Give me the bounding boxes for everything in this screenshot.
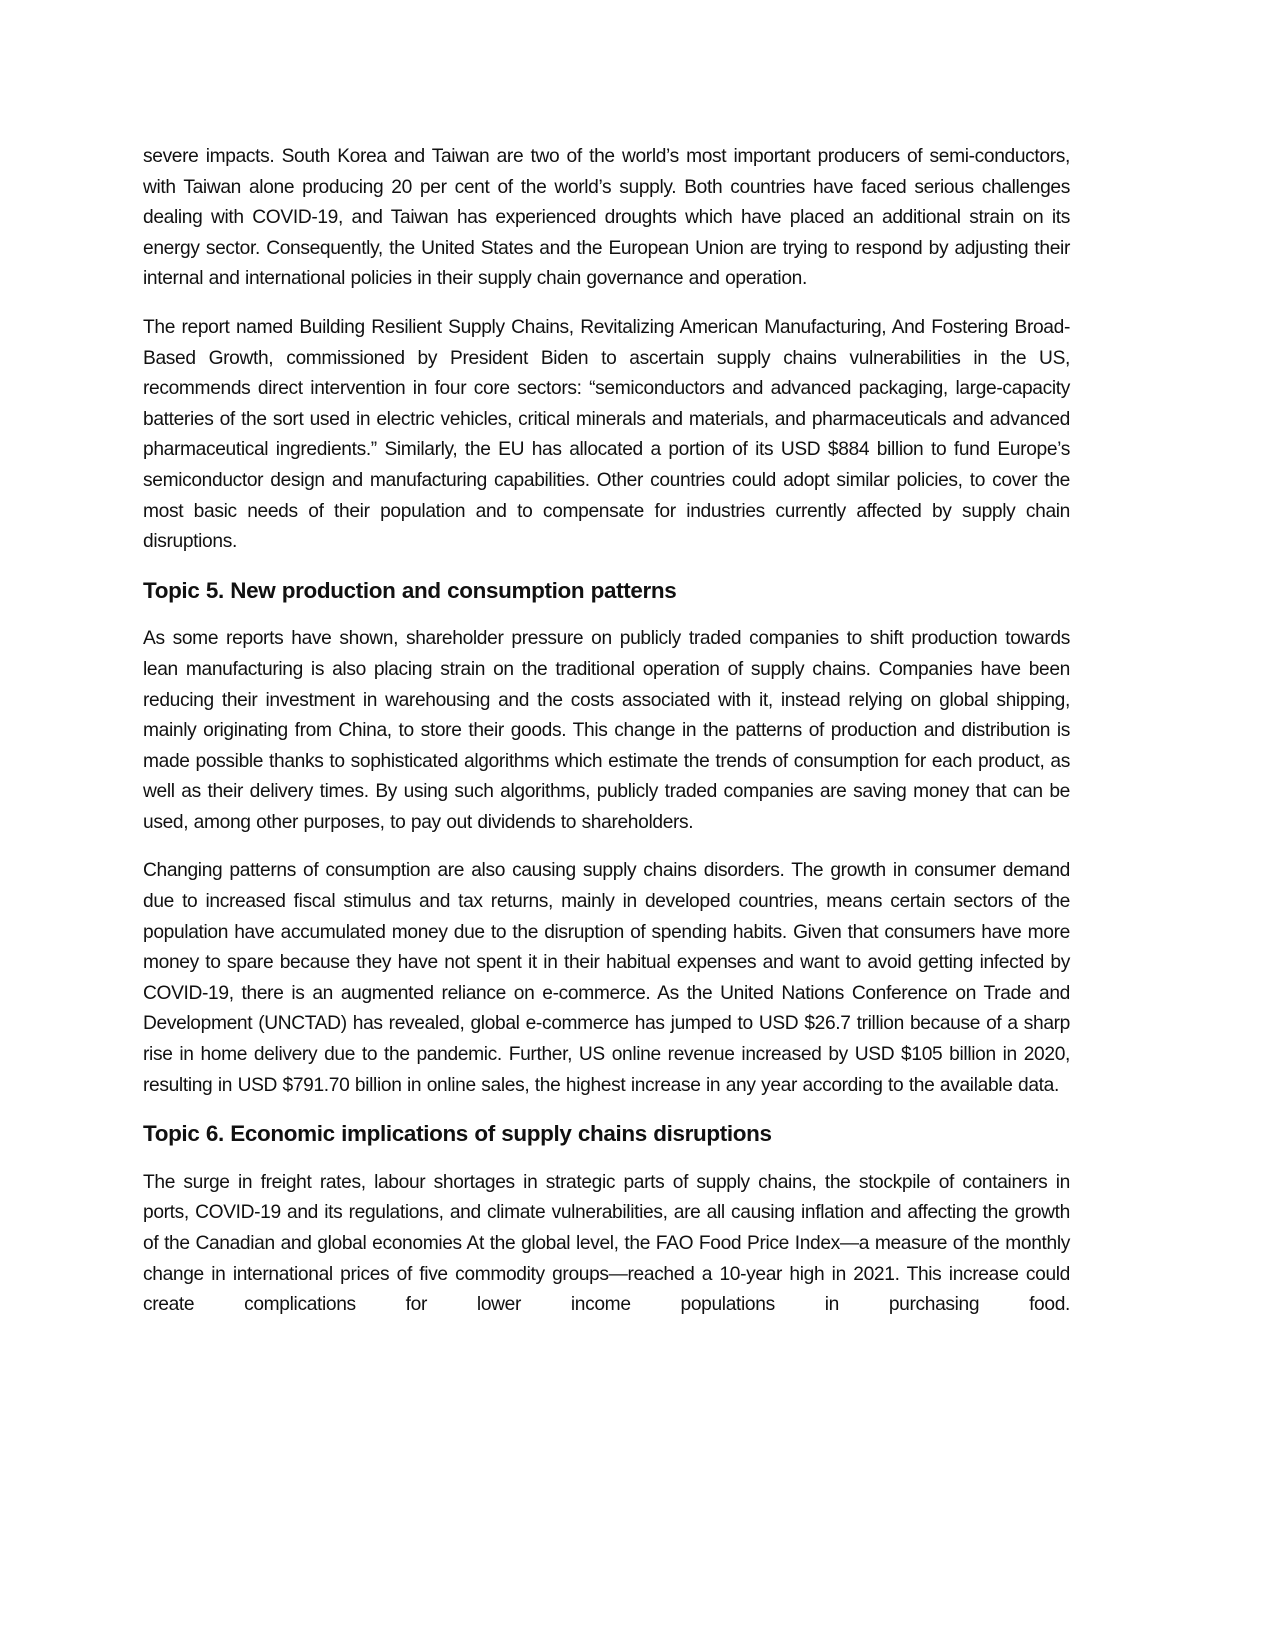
heading-topic-6: Topic 6. Economic implications of supply chains disruptions <box>143 1121 772 1147</box>
paragraph-semiconductor-producers: severe impacts. South Korea and Taiwan are two of the world’s most important producers of semi-conductors, with Taiwan alone producing 20 per cent of the world’s supply. Both countries have faced serious challenges dealing with COVID-19, and Taiwan has experienced droughts which have placed an additional strain on its energy sector. Consequently, the United States and the European Union are trying to respond by adjusting their internal and international policies in their supply chain governance and operation. <box>143 146 1070 290</box>
paragraph-lean-manufacturing: As some reports have shown, shareholder pressure on publicly traded companies to shift production towards lean manufacturing is also placing strain on the traditional operation of supply chains. Companies have been reducing their investment in warehousing and the costs associated with it, instead relying on global shipping, mainly originating from China, to store their goods. This change in the patterns of production and distribution is made possible thanks to sophisticated algorithms which estimate the trends of consumption for each product, as well as their delivery times. By using such algorithms, publicly traded companies are saving money that can be used, among other purposes, to pay out dividends to shareholders. <box>143 628 1070 833</box>
paragraph-biden-supply-chain-report: The report named Building Resilient Supply Chains, Revitalizing American Manufacturing, And Fostering Broad-Based Growth, commissioned by President Biden to ascertain supply chains vulnerabilities in the US, recommends direct intervention in four core sectors: “semiconductors and advanced packaging, large-capacity batteries of the sort used in electric vehicles, critical minerals and materials, and pharmaceuticals and advanced pharmaceutical ingredients.” Similarly, the EU has allocated a portion of its USD $884 billion to fund Europe’s semiconductor design and manufacturing capabilities. Other countries could adopt similar policies, to cover the most basic needs of their population and to compensate for industries currently affected by supply chain disruptions. <box>143 316 1070 553</box>
document-page <box>143 142 1070 1339</box>
paragraph-economic-implications: The surge in freight rates, labour shortages in strategic parts of supply chains, the stockpile of containers in ports, COVID-19 and its regulations, and climate vulnerabilities, are all causing inflation and affecting the growth of the Canadian and global economies At the global level, the FAO Food Price Index—a measure of the monthly change in international prices of five commodity groups—reached a 10-year high in 2021. This increase could create complications for lower income populations in purchasing food. <box>143 1171 1070 1316</box>
paragraph-consumption-patterns: Changing patterns of consumption are also causing supply chains disorders. The growth in consumer demand due to increased fiscal stimulus and tax returns, mainly in developed countries, means certain sectors of the population have accumulated money due to the disruption of spending habits. Given that consumers have more money to spare because they have not spent it in their habitual expenses and want to avoid getting infected by COVID-19, there is an augmented reliance on e-commerce. As the United Nations Conference on Trade and Development (UNCTAD) has revealed, global e-commerce has jumped to USD $26.7 trillion because of a sharp rise in home delivery due to the pandemic. Further, US online revenue increased by USD $105 billion in 2020, resulting in USD $791.70 billion in online sales, the highest increase in any year according to the available data. <box>143 860 1070 1096</box>
heading-topic-5: Topic 5. New production and consumption patterns <box>143 577 677 603</box>
